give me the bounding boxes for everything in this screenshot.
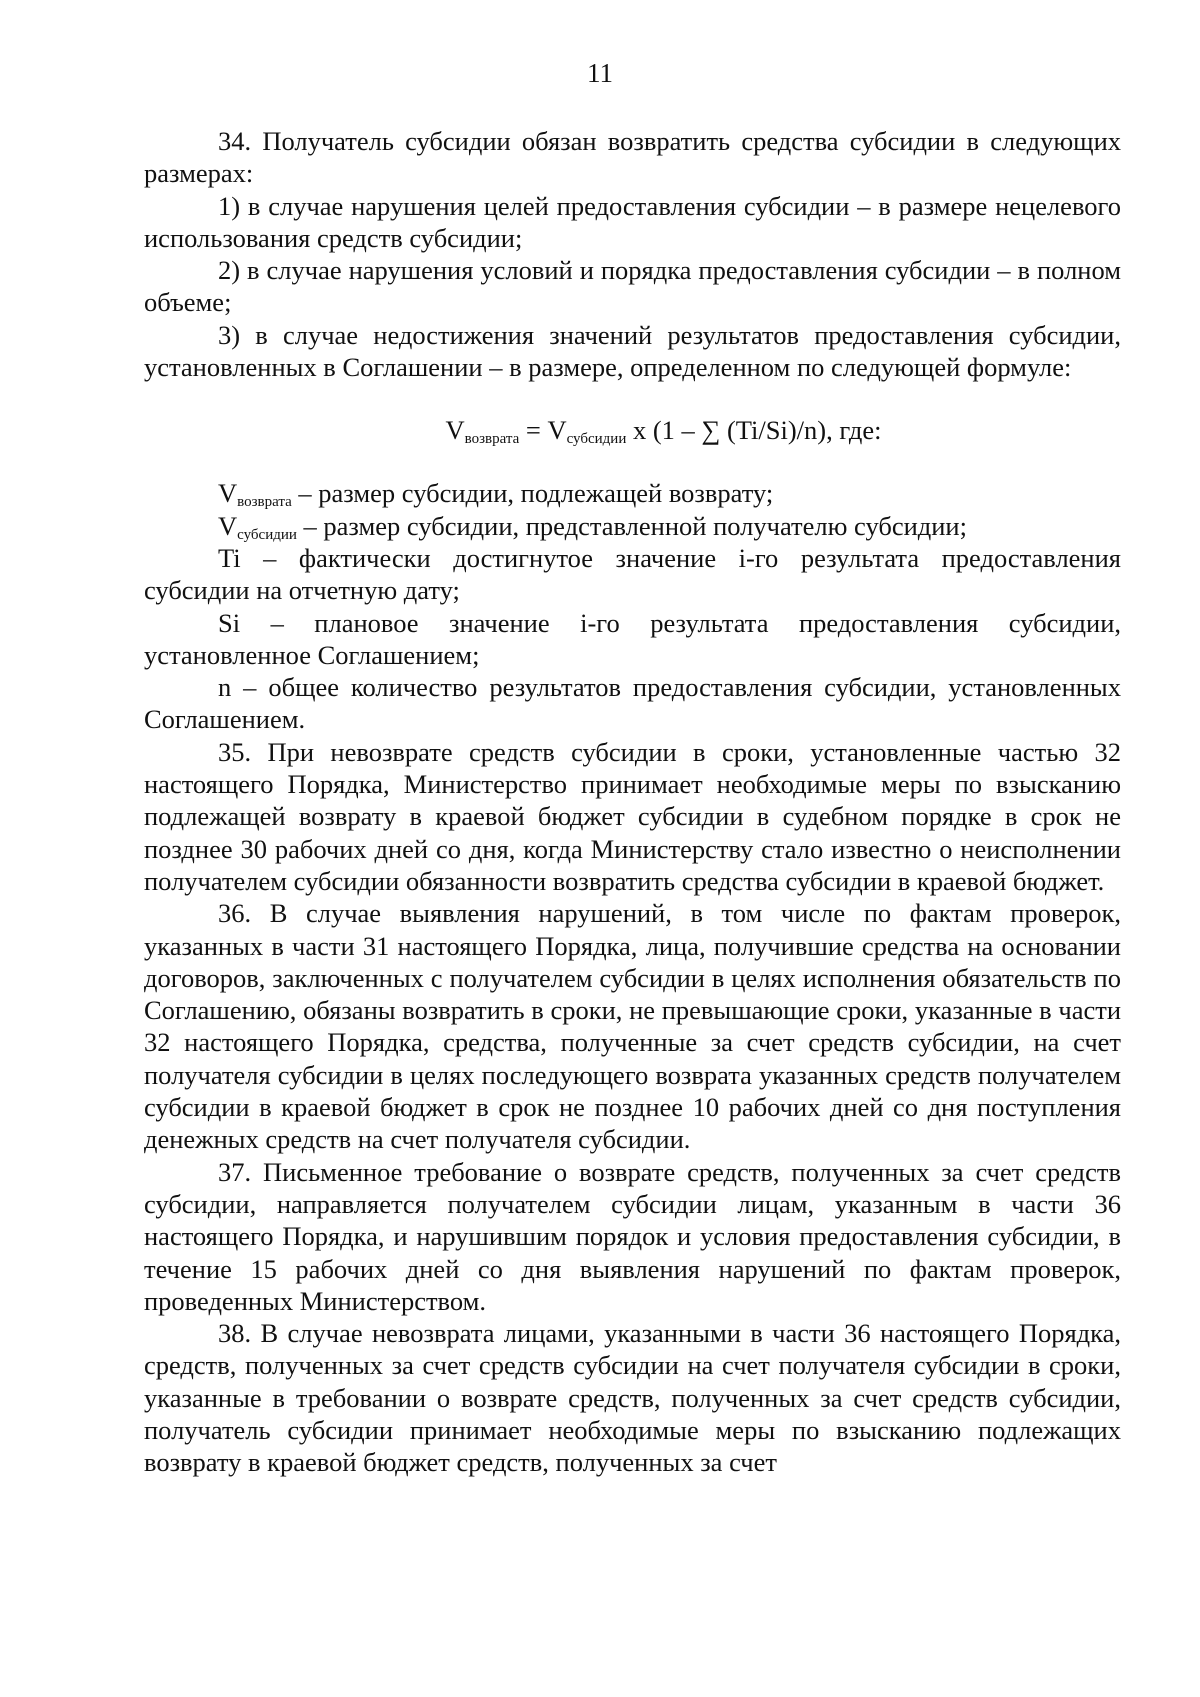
paragraph-34-item-1: 1) в случае нарушения целей предоставления субсидии – в размере нецелевого использования средств субсидии; [144, 190, 1121, 253]
paragraph-35: 35. При невозврате средств субсидии в сроки, установленные частью 32 настоящего Порядка, Министерство принимает необходимые меры по взысканию подлежащей возврату в краевой бюджет субсидии в судебном порядке в срок не позднее 30 рабочих дней со дня, когда Министерству стало известно о неисполнении получателем субсидии обязанности возвратить средства субсидии в краевой бюджет. [144, 736, 1121, 896]
formula-return-subscript: возврата [464, 431, 520, 448]
definition-v-symbol: V [218, 478, 238, 509]
definition-si: Si – плановое значение i-го результата предоставления субсидии, установленное Соглашением; [144, 607, 1121, 670]
definition-n: n – общее количество результатов предоставления субсидии, установленных Соглашением. [144, 672, 1121, 735]
definition-return-subscript: возврата [237, 494, 292, 511]
definition-v-symbol-2: V [218, 510, 238, 541]
definition-v-subsidy [144, 510, 1121, 542]
page-number: 11 [587, 58, 613, 88]
return-formula [206, 414, 1121, 446]
definition-v-return-text: – размер субсидии, подлежащей возврату; [291, 478, 774, 509]
definition-ti: Ti – фактически достигнутое значение i-го результата предоставления субсидии на отчетную дату; [144, 542, 1121, 606]
formula-expression: x (1 – ∑ (Ti/Si)/n), где: [626, 415, 882, 446]
paragraph-36: 36. В случае выявления нарушений, в том числе по фактам проверок, указанных в части 31 настоящего Порядка, лица, получившие средства на основании договоров, заключенных с получателем субсидии в целях исполнения обязательств по Соглашению, обязаны возвратить в сроки, не превышающие сроки, указанные в части 32 настоящего Порядка, средства, полученные за счет средств субсидии, на счет получателя субсидии в целях последующего возврата указанных средств получателем субсидии в краевой бюджет в срок не позднее 10 рабочих дней со дня поступления денежных средств на счет получателя субсидии. [144, 898, 1121, 1155]
document-body [144, 125, 1121, 1479]
formula-subsidy-subscript: субсидии [566, 431, 627, 448]
paragraph-34: 34. Получатель субсидии обязан возвратить средства субсидии в следующих размерах: [144, 126, 1121, 189]
formula-v-symbol: V [445, 415, 465, 446]
paragraph-37: 37. Письменное требование о возврате средств, полученных за счет средств субсидии, направляется получателем субсидии лицам, указанным в части 36 настоящего Порядка, и нарушившим порядок и условия предоставления субсидии, в течение 15 рабочих дней со дня выявления нарушений по фактам проверок, проведенных Министерством. [144, 1156, 1121, 1316]
definition-v-subsidy-text: – размер субсидии, представленной получателю субсидии; [296, 510, 967, 541]
formula-v-symbol-2: V [547, 415, 567, 446]
definition-subsidy-subscript: субсидии [237, 526, 297, 543]
paragraph-38: 38. В случае невозврата лицами, указанными в части 36 настоящего Порядка, средств, полученных за счет средств субсидии на счет получателя субсидии в сроки, указанные в требовании о возврате средств, полученных за счет средств субсидии, получатель субсидии принимает необходимые меры по взысканию подлежащих возврату в краевой бюджет средств, полученных за счет [144, 1318, 1121, 1478]
paragraph-34-item-2: 2) в случае нарушения условий и порядка предоставления субсидии – в полном объеме; [144, 255, 1121, 318]
formula-equals: = [519, 415, 548, 446]
paragraph-34-item-3: 3) в случае недостижения значений результатов предоставления субсидии, установленных в Соглашении – в размере, определенном по следующей формуле: [144, 319, 1121, 383]
definition-v-return [144, 477, 1121, 509]
